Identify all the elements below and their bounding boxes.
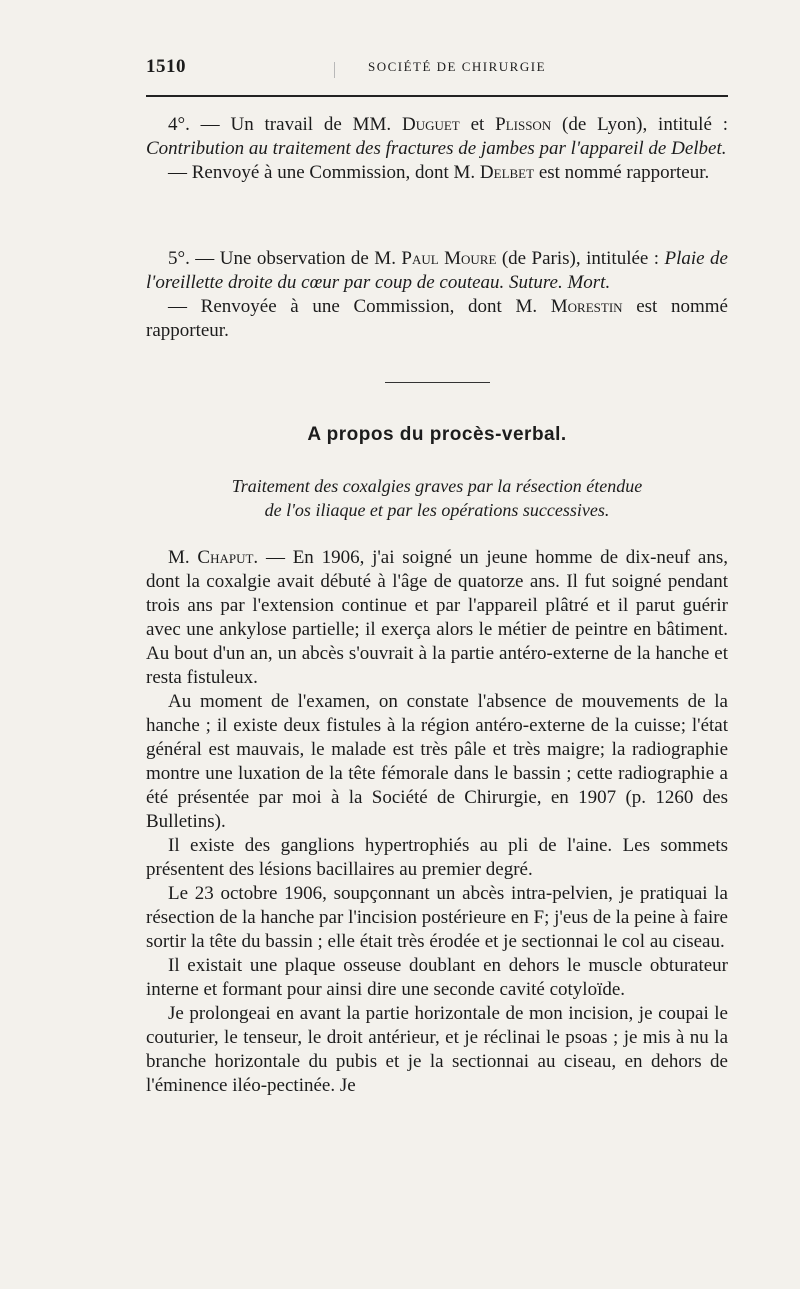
speaker-name: M. Chaput. [168, 547, 259, 568]
header-rule [146, 95, 728, 97]
referral-text: — Renvoyé à une Commission, dont M. [168, 162, 480, 183]
item-4-entry [146, 113, 728, 161]
author-name: Plisson [495, 114, 552, 135]
paragraph: Au moment de l'examen, on constate l'absence de mouvements de la hanche ; il existe deux fistules à la région antéro-externe de la cuisse; l'état général est mauvais, le malade est très pâle et très maigre; la radiographie montre une luxation de la tête fémorale dans le bassin ; cette radiographie a été présentée par moi à la Société de Chirurgie, en 1907 (p. 1260 des Bulletins). [146, 691, 728, 832]
item-4 [146, 113, 728, 185]
article-body [146, 546, 728, 1098]
author-city: (de Paris), intitulée : [496, 248, 665, 269]
paragraph: Le 23 octobre 1906, soupçonnant un abcès intra-pelvien, je pratiquai la résection de la hanche par l'incision postérieure en F; j'eus de la peine à faire sortir la tête du bassin ; elle était très érodée et je sectionnai le col au ciseau. [146, 883, 728, 952]
section-separator [385, 382, 490, 383]
subtitle-line: Traitement des coxalgies graves par la résection étendue [231, 476, 643, 496]
paragraph: Il existait une plaque osseuse doublant en dehors le muscle obturateur interne et formant pour ainsi dire une seconde cavité cotyloïde. [146, 955, 728, 1000]
item-5-entry [146, 247, 728, 295]
referral-text: est nommé rapporteur. [146, 296, 728, 341]
section-subtitle [146, 474, 728, 522]
subtitle-line: de l'os iliaque et par les opérations successives. [264, 500, 610, 520]
item-4-referral [146, 161, 728, 185]
item-4-number: 4°. — Un travail de MM. [168, 114, 402, 135]
author-name: Paul Moure [401, 248, 497, 269]
work-title: Contribution au traitement des fractures de jambes par l'appareil de Delbet. [146, 138, 727, 159]
paragraph: Je prolongeai en avant la partie horizontale de mon incision, je coupai le couturier, le tenseur, le droit antérieur, et je réclinai le psoas ; je mis à nu la branche horizontale du pubis et je la sectionnai au ciseau, en dehors de l'éminence iléo-pectinée. Je [146, 1003, 728, 1096]
conjunction: et [459, 114, 496, 135]
author-city: (de Lyon), intitulé : [551, 114, 728, 135]
item-5 [146, 247, 728, 343]
paragraph-text: — En 1906, j'ai soigné un jeune homme de dix-neuf ans, dont la coxalgie avait débuté à l'âge de quatorze ans. Il fut soigné pendant trois ans par l'extension continue et par l'appareil plâtré et il parut guérir avec une ankylose partielle; il exerça alors le métier de peintre en bâtiment. Au bout d'un an, un abcès s'ouvrait à la partie antéro-externe de la hanche et resta fistuleux. [146, 547, 728, 688]
paragraph: Il existe des ganglions hypertrophiés au pli de l'aine. Les sommets présentent des lésions bacillaires au premier degré. [146, 835, 728, 880]
rapporteur-name: Delbet [479, 162, 535, 183]
item-5-number: 5°. — Une observation de M. [168, 248, 402, 269]
referral-text: est nommé rapporteur. [534, 162, 710, 183]
rapporteur-name: Morestin [550, 296, 623, 317]
section-title: A propos du procès-verbal. [307, 424, 567, 445]
page-number: 1510 [146, 56, 186, 77]
journal-title: SOCIÉTÉ DE CHIRURGIE [367, 59, 547, 74]
author-name: Duguet [401, 114, 460, 135]
paragraph [146, 546, 728, 690]
referral-text: — Renvoyée à une Commission, dont M. [168, 296, 551, 317]
running-head [146, 56, 728, 86]
work-title: Plaie de l'oreillette droite du cœur par coup de couteau. Suture. Mort. [146, 248, 728, 293]
item-5-referral [146, 295, 728, 343]
